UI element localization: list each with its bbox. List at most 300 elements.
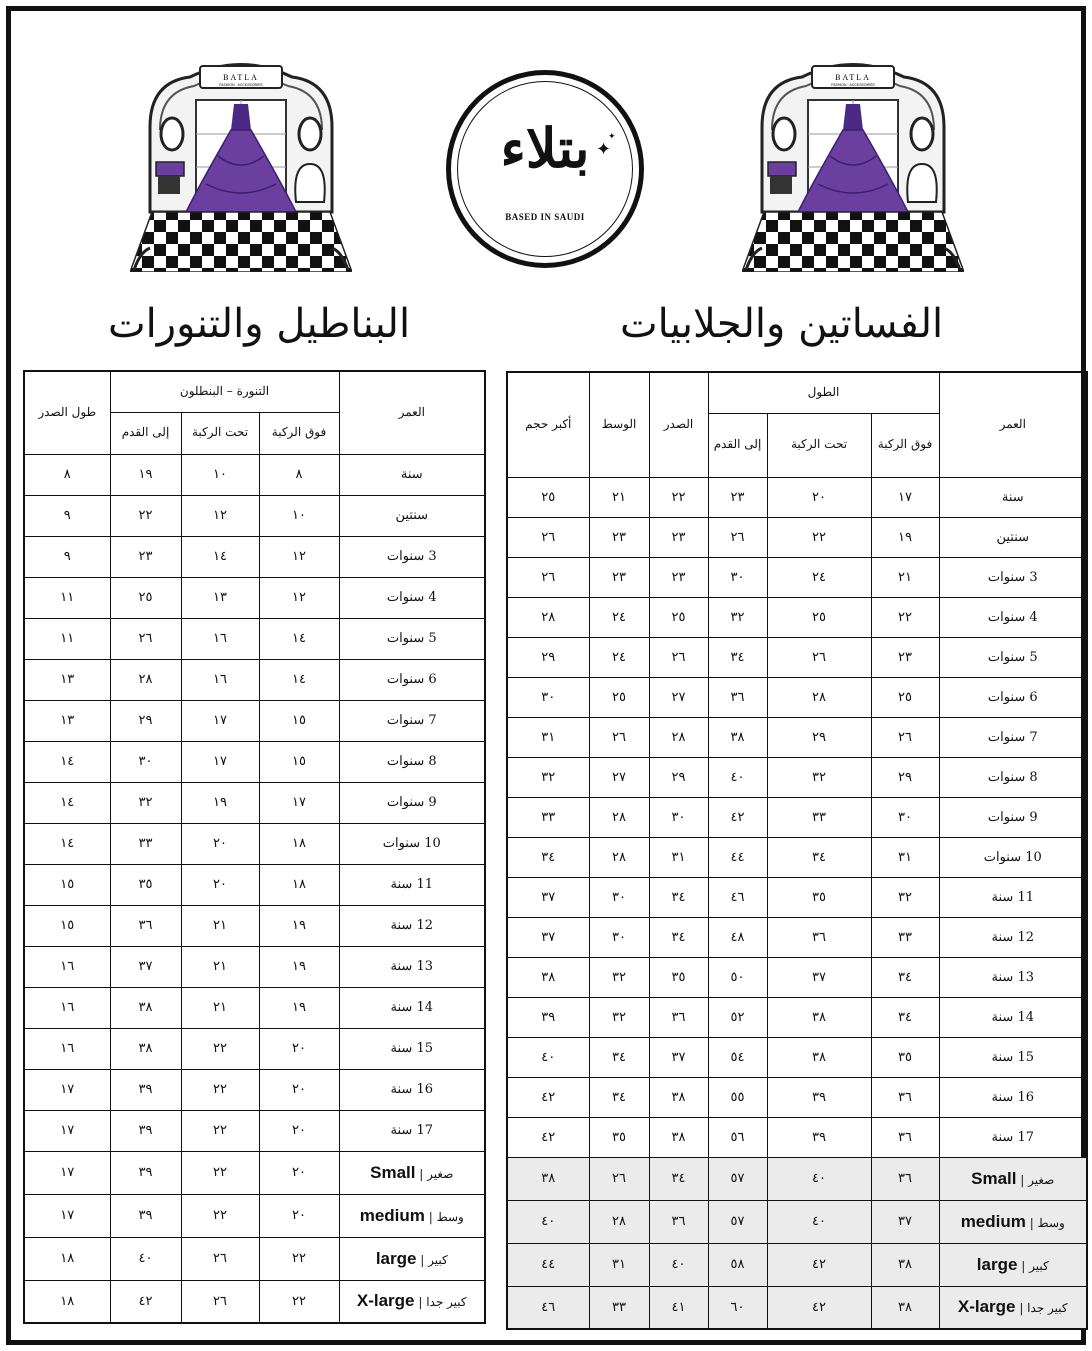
value-cell: ٤٦ (708, 877, 767, 917)
size-label-cell (939, 1157, 1087, 1200)
value-cell: ٣٤ (507, 837, 589, 877)
value-cell: ١٧ (24, 1151, 110, 1194)
value-cell: ٣٨ (871, 1286, 939, 1329)
table-row (24, 987, 485, 1028)
age-cell: 12 سنة (339, 905, 485, 946)
value-cell: ٢٠ (259, 1028, 339, 1069)
age-cell: 9 سنوات (339, 782, 485, 823)
value-cell: ٢٣ (589, 517, 649, 557)
size-label-cell (339, 1280, 485, 1323)
value-cell: ٣٨ (708, 717, 767, 757)
value-cell: ٢٥ (507, 477, 589, 517)
age-cell: 15 سنة (939, 1037, 1087, 1077)
size-arabic-label: وسط (1037, 1215, 1065, 1230)
table-row (24, 946, 485, 987)
value-cell: ٣٤ (871, 957, 939, 997)
value-cell: ٢٦ (589, 1157, 649, 1200)
value-cell: ١٢ (259, 577, 339, 618)
table-row (507, 877, 1087, 917)
value-cell: ٤٠ (507, 1200, 589, 1243)
age-cell: 4 سنوات (939, 597, 1087, 637)
value-cell: ٢٩ (767, 717, 871, 757)
separator-bar: | (1017, 1258, 1030, 1273)
value-cell: ٣٨ (649, 1117, 708, 1157)
value-cell: ١٨ (24, 1280, 110, 1323)
value-cell: ٢٦ (181, 1237, 259, 1280)
value-cell: ٣٢ (708, 597, 767, 637)
value-cell: ٣١ (507, 717, 589, 757)
value-cell: ٣١ (589, 1243, 649, 1286)
size-row (24, 1194, 485, 1237)
table-row (507, 677, 1087, 717)
value-cell: ٣٨ (507, 1157, 589, 1200)
size-label-cell (939, 1243, 1087, 1286)
value-cell: ٢٢ (110, 495, 181, 536)
table-row (24, 864, 485, 905)
size-english-label: X-large (957, 1297, 1016, 1317)
value-cell: ٤٤ (708, 837, 767, 877)
value-cell: ٢٩ (649, 757, 708, 797)
age-cell: 8 سنوات (939, 757, 1087, 797)
value-cell: ٢٩ (110, 700, 181, 741)
value-cell: ٢١ (181, 987, 259, 1028)
age-cell: 17 سنة (339, 1110, 485, 1151)
value-cell: ١٤ (259, 618, 339, 659)
separator-bar: | (1025, 1215, 1038, 1230)
value-cell: ٣٠ (649, 797, 708, 837)
table-row (507, 837, 1087, 877)
value-cell: ١٤ (24, 741, 110, 782)
size-arabic-label: كبير (428, 1252, 448, 1267)
value-cell: ٢٣ (110, 536, 181, 577)
value-cell: ٣٤ (649, 917, 708, 957)
value-cell: ٢٢ (649, 477, 708, 517)
value-cell: ١٧ (181, 741, 259, 782)
dresses-table-body (507, 477, 1087, 1329)
value-cell: ١٦ (24, 946, 110, 987)
dresses-size-table (506, 371, 1088, 1330)
header-below-knee: تحت الركبة (767, 413, 871, 477)
age-cell: 7 سنوات (339, 700, 485, 741)
value-cell: ٣٢ (589, 957, 649, 997)
table-row (507, 557, 1087, 597)
value-cell: ١١ (24, 577, 110, 618)
size-english-label: X-large (356, 1291, 415, 1311)
age-cell: 13 سنة (939, 957, 1087, 997)
value-cell: ٤٠ (649, 1243, 708, 1286)
boutique-illustration-image (742, 52, 964, 272)
value-cell: ١٧ (24, 1110, 110, 1151)
table-row (507, 997, 1087, 1037)
age-cell: 5 سنوات (339, 618, 485, 659)
age-cell: سنتين (339, 495, 485, 536)
value-cell: ٢٨ (589, 837, 649, 877)
value-cell: ٣١ (649, 837, 708, 877)
age-cell: 4 سنوات (339, 577, 485, 618)
value-cell: ٣٨ (649, 1077, 708, 1117)
value-cell: ٣٣ (589, 1286, 649, 1329)
value-cell: ٢٠ (259, 1194, 339, 1237)
size-arabic-label: وسط (436, 1209, 464, 1224)
value-cell: ٤٢ (767, 1286, 871, 1329)
value-cell: ٣٥ (767, 877, 871, 917)
value-cell: ١٣ (181, 577, 259, 618)
value-cell: ٢٠ (259, 1069, 339, 1110)
value-cell: ٢٢ (181, 1069, 259, 1110)
age-cell: 6 سنوات (939, 677, 1087, 717)
value-cell: ٣٩ (110, 1151, 181, 1194)
age-cell: 12 سنة (939, 917, 1087, 957)
age-cell: سنتين (939, 517, 1087, 557)
size-english-label: large (375, 1248, 417, 1268)
header-chest: الصدر (649, 372, 708, 477)
value-cell: ٣٤ (767, 837, 871, 877)
value-cell: ٢٦ (649, 637, 708, 677)
age-cell: 7 سنوات (939, 717, 1087, 757)
value-cell: ٢٣ (649, 557, 708, 597)
value-cell: ١٣ (24, 659, 110, 700)
value-cell: ٣٣ (110, 823, 181, 864)
age-cell: 13 سنة (339, 946, 485, 987)
separator-bar: | (414, 1295, 427, 1310)
value-cell: ٣٠ (708, 557, 767, 597)
value-cell: ٣٥ (589, 1117, 649, 1157)
table-row (507, 1077, 1087, 1117)
value-cell: ٩ (24, 536, 110, 577)
age-cell: 6 سنوات (339, 659, 485, 700)
value-cell: ١٨ (259, 823, 339, 864)
size-english-label: medium (960, 1211, 1026, 1231)
separator-bar: | (1015, 1301, 1028, 1316)
value-cell: ٣٢ (767, 757, 871, 797)
value-cell: ٣٥ (649, 957, 708, 997)
size-row (24, 1237, 485, 1280)
value-cell: ١٢ (259, 536, 339, 577)
batla-logo (446, 70, 644, 268)
table-row (24, 905, 485, 946)
size-english-label: medium (359, 1205, 425, 1225)
value-cell: ٣٦ (708, 677, 767, 717)
value-cell: ٤٠ (507, 1037, 589, 1077)
value-cell: ٤١ (649, 1286, 708, 1329)
value-cell: ٣٧ (767, 957, 871, 997)
age-cell: 8 سنوات (339, 741, 485, 782)
sparkle-icon: ✦ (596, 139, 612, 160)
boutique-illustration-image (130, 52, 352, 272)
age-cell: 11 سنة (939, 877, 1087, 917)
value-cell: ٥٧ (708, 1200, 767, 1243)
value-cell: ٢٥ (589, 677, 649, 717)
value-cell: ١٤ (24, 823, 110, 864)
age-cell: 3 سنوات (939, 557, 1087, 597)
value-cell: ٢٦ (110, 618, 181, 659)
value-cell: ٢٢ (181, 1110, 259, 1151)
value-cell: ٤٢ (767, 1243, 871, 1286)
value-cell: ٣٢ (507, 757, 589, 797)
value-cell: ٢٣ (589, 557, 649, 597)
size-arabic-label: كبير جدا (426, 1295, 467, 1310)
header-above-knee: فوق الركبة (871, 413, 939, 477)
value-cell: ٣٩ (767, 1117, 871, 1157)
value-cell: ٢٧ (649, 677, 708, 717)
value-cell: ٢١ (181, 946, 259, 987)
value-cell: ٢١ (589, 477, 649, 517)
age-cell: 10 سنوات (939, 837, 1087, 877)
value-cell: ٤٨ (708, 917, 767, 957)
table-row (24, 700, 485, 741)
value-cell: ٢٠ (181, 864, 259, 905)
value-cell: ٢٩ (507, 637, 589, 677)
size-label-cell (339, 1194, 485, 1237)
header-to-feet: إلى القدم (708, 413, 767, 477)
size-english-label: Small (971, 1168, 1017, 1188)
value-cell: ٣٢ (589, 997, 649, 1037)
value-cell: ١٩ (871, 517, 939, 557)
value-cell: ٣٠ (110, 741, 181, 782)
value-cell: ٤٠ (708, 757, 767, 797)
table-row (24, 454, 485, 495)
header-largest-size: أكبر حجم (507, 372, 589, 477)
age-cell: 14 سنة (339, 987, 485, 1028)
header-below-knee: تحت الركبة (181, 412, 259, 454)
value-cell: ٦٠ (708, 1286, 767, 1329)
table-row (24, 823, 485, 864)
value-cell: ٣٤ (589, 1077, 649, 1117)
header-age: العمر (939, 372, 1087, 477)
value-cell: ٢٢ (181, 1151, 259, 1194)
table-row (24, 782, 485, 823)
value-cell: ٢٥ (871, 677, 939, 717)
value-cell: ٣٧ (871, 1200, 939, 1243)
table-row (24, 659, 485, 700)
value-cell: ١٩ (259, 946, 339, 987)
table-row (507, 1117, 1087, 1157)
size-arabic-label: صغير (427, 1166, 454, 1181)
value-cell: ٢٣ (708, 477, 767, 517)
value-cell: ٢٨ (110, 659, 181, 700)
age-cell: 9 سنوات (939, 797, 1087, 837)
size-english-label: Small (370, 1162, 416, 1182)
value-cell: ١٧ (24, 1069, 110, 1110)
value-cell: ١٩ (259, 987, 339, 1028)
value-cell: ٣٤ (589, 1037, 649, 1077)
value-cell: ٤٢ (110, 1280, 181, 1323)
age-cell: 3 سنوات (339, 536, 485, 577)
value-cell: ٣٠ (871, 797, 939, 837)
value-cell: ٣٧ (649, 1037, 708, 1077)
value-cell: ١٩ (110, 454, 181, 495)
table-row (507, 917, 1087, 957)
value-cell: ١٨ (259, 864, 339, 905)
value-cell: ٣٨ (507, 957, 589, 997)
table-row (24, 577, 485, 618)
value-cell: ٣٨ (871, 1243, 939, 1286)
age-cell: 17 سنة (939, 1117, 1087, 1157)
value-cell: ٢٦ (589, 717, 649, 757)
table-row (507, 757, 1087, 797)
value-cell: ٢٧ (589, 757, 649, 797)
value-cell: ٢٢ (259, 1237, 339, 1280)
value-cell: ١٧ (181, 700, 259, 741)
value-cell: ٢٦ (181, 1280, 259, 1323)
value-cell: ٣٤ (871, 997, 939, 1037)
value-cell: ٣٥ (110, 864, 181, 905)
value-cell: ٥٠ (708, 957, 767, 997)
value-cell: ٥٨ (708, 1243, 767, 1286)
value-cell: ١٦ (181, 659, 259, 700)
value-cell: ٣٩ (110, 1069, 181, 1110)
header-chest-length: طول الصدر (24, 371, 110, 454)
value-cell: ٣٦ (110, 905, 181, 946)
value-cell: ٣٨ (767, 1037, 871, 1077)
value-cell: ٢٨ (589, 1200, 649, 1243)
value-cell: ٣٤ (649, 1157, 708, 1200)
value-cell: ٢٤ (767, 557, 871, 597)
value-cell: ٢٥ (767, 597, 871, 637)
value-cell: ٢٩ (871, 757, 939, 797)
value-cell: ١٥ (259, 741, 339, 782)
value-cell: ١٧ (259, 782, 339, 823)
value-cell: ١٤ (259, 659, 339, 700)
size-row (507, 1243, 1087, 1286)
value-cell: ١٥ (24, 905, 110, 946)
value-cell: ٨ (259, 454, 339, 495)
value-cell: ٣٦ (767, 917, 871, 957)
size-label-cell (339, 1151, 485, 1194)
value-cell: ٢٥ (649, 597, 708, 637)
value-cell: ٣٦ (871, 1157, 939, 1200)
value-cell: ١٩ (181, 782, 259, 823)
value-cell: ٣٦ (871, 1077, 939, 1117)
pants-skirts-heading: البناطيل والتنورات (108, 301, 411, 347)
size-arabic-label: صغير (1028, 1172, 1055, 1187)
header-to-feet: إلى القدم (110, 412, 181, 454)
table-row (24, 741, 485, 782)
separator-bar: | (415, 1166, 428, 1181)
value-cell: ٢٦ (767, 637, 871, 677)
age-cell: 15 سنة (339, 1028, 485, 1069)
value-cell: ٢٢ (181, 1028, 259, 1069)
value-cell: ٤٢ (708, 797, 767, 837)
table-row (507, 797, 1087, 837)
value-cell: ١٤ (181, 536, 259, 577)
value-cell: ٢٦ (507, 517, 589, 557)
dress-boutique-illustration-right (742, 52, 964, 272)
size-arabic-label: كبير (1029, 1258, 1049, 1273)
value-cell: ٤٠ (767, 1157, 871, 1200)
table-row (24, 1069, 485, 1110)
pants-skirts-size-table (23, 370, 486, 1324)
value-cell: ٣٠ (507, 677, 589, 717)
value-cell: ٢١ (871, 557, 939, 597)
separator-bar: | (424, 1209, 437, 1224)
value-cell: ١٧ (871, 477, 939, 517)
header-waist: الوسط (589, 372, 649, 477)
value-cell: ٣٩ (110, 1110, 181, 1151)
header-age: العمر (339, 371, 485, 454)
table-row (24, 618, 485, 659)
separator-bar: | (416, 1252, 429, 1267)
value-cell: ٢٢ (259, 1280, 339, 1323)
value-cell: ٢٥ (110, 577, 181, 618)
value-cell: ١٨ (24, 1237, 110, 1280)
header-above-knee: فوق الركبة (259, 412, 339, 454)
value-cell: ٥٢ (708, 997, 767, 1037)
value-cell: ٢٦ (871, 717, 939, 757)
table-row (24, 1028, 485, 1069)
value-cell: ٨ (24, 454, 110, 495)
value-cell: ٥٧ (708, 1157, 767, 1200)
size-row (507, 1200, 1087, 1243)
size-label-cell (339, 1237, 485, 1280)
value-cell: ١٣ (24, 700, 110, 741)
table-row (507, 517, 1087, 557)
value-cell: ٣٧ (110, 946, 181, 987)
value-cell: ١٧ (24, 1194, 110, 1237)
value-cell: ٢٠ (767, 477, 871, 517)
value-cell: ٢٦ (507, 557, 589, 597)
value-cell: ٣٦ (649, 997, 708, 1037)
table-row (507, 717, 1087, 757)
value-cell: ٣٨ (110, 987, 181, 1028)
value-cell: ٣٨ (110, 1028, 181, 1069)
size-row (507, 1157, 1087, 1200)
value-cell: ٣٤ (708, 637, 767, 677)
value-cell: ٤٢ (507, 1077, 589, 1117)
value-cell: ١٠ (181, 454, 259, 495)
value-cell: ٢٢ (181, 1194, 259, 1237)
value-cell: ٣٢ (871, 877, 939, 917)
table-row (24, 1110, 485, 1151)
value-cell: ٢٢ (767, 517, 871, 557)
age-cell: سنة (939, 477, 1087, 517)
value-cell: ٣١ (871, 837, 939, 877)
value-cell: ١٢ (181, 495, 259, 536)
value-cell: ٢٣ (871, 637, 939, 677)
value-cell: ٤٠ (110, 1237, 181, 1280)
value-cell: ٣٩ (507, 997, 589, 1037)
value-cell: ٢١ (181, 905, 259, 946)
value-cell: ٣٦ (871, 1117, 939, 1157)
dresses-jalabiyas-heading: الفساتين والجلابيات (620, 301, 944, 347)
value-cell: ٣٢ (110, 782, 181, 823)
value-cell: ٢٨ (649, 717, 708, 757)
boutique-sign-subtext: FASHION · ACCESSORIES (219, 83, 263, 87)
size-label-cell (939, 1286, 1087, 1329)
value-cell: ٢٤ (589, 597, 649, 637)
value-cell: ١٥ (259, 700, 339, 741)
pants-skirts-table-body (24, 454, 485, 1323)
boutique-sign-text: BATLA (835, 73, 871, 82)
value-cell: ٣٥ (871, 1037, 939, 1077)
value-cell: ٣٠ (589, 877, 649, 917)
value-cell: ٣٩ (110, 1194, 181, 1237)
table-row (507, 477, 1087, 517)
value-cell: ١٥ (24, 864, 110, 905)
value-cell: ٤٤ (507, 1243, 589, 1286)
value-cell: ٤٦ (507, 1286, 589, 1329)
table-row (24, 495, 485, 536)
small-sparkle-icon: ✦ (608, 132, 616, 142)
age-cell: 11 سنة (339, 864, 485, 905)
value-cell: ٣٧ (507, 917, 589, 957)
value-cell: ٢٤ (589, 637, 649, 677)
value-cell: ٢٠ (181, 823, 259, 864)
value-cell: ٥٤ (708, 1037, 767, 1077)
logo-tagline: BASED IN SAUDI (505, 212, 585, 222)
value-cell: ٣٨ (767, 997, 871, 1037)
table-row (507, 637, 1087, 677)
